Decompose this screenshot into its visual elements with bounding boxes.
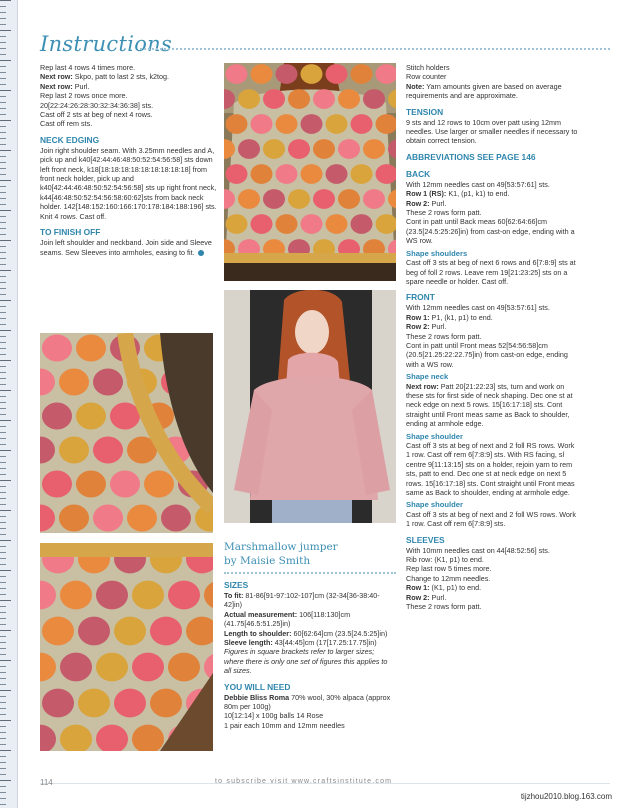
knit-dot [76,471,106,498]
sizes-note: Figures in square brackets refer to larger sizes; where there is only one set of figures this applies to all sizes. [224,647,388,676]
knit-dot [251,114,273,134]
knit-dot [301,214,323,234]
length-to-shoulder: Length to shoulder: 60[62:64]cm (23.5[24.5:25]in) [224,628,388,638]
model-back-photo [224,63,396,281]
knit-dot [351,64,373,84]
front-continue: Cont in patt until Front meas 52[54:56:58]cm (20.5[21.25:22:22.75]in) from cast-on edge, ending with a WS row. [406,340,568,369]
title-divider [140,48,610,50]
neck-edging-text: Join right shoulder seam. With 3.25mm needles and A, pick up and k40[42:44:46:48:50:52:54:56:58] sts down left front neck, k18[18:18:18:18:18:18:18:18:18] from front neck holder, pick up and k40[42:44:46:48:50:52:54:56:58] sts up right front neck, k44[46:48:50:52:54:56:58:60:62]sts from back neck holder. 142[148:152:160:166:170:178:184:188:196] sts. Knit 4 rows. Cast off. [40,145,217,221]
knit-dot [276,64,298,84]
shape-neck-heading: Shape neck [406,372,449,382]
back-pattern-note: These 2 rows form patt. [406,208,482,218]
pattern-title [224,540,338,568]
knit-dot [326,214,348,234]
knit-dot [276,114,298,134]
knit-dot [338,89,360,109]
knit-dot [338,139,360,159]
knit-dot [263,139,285,159]
sleeves-cast-on: With 10mm needles cast on 44[48:52:56] sts. [406,545,550,555]
finish-text: Join left shoulder and neckband. Join side and Sleeve seams. Sew Sleeves into armholes, easing to fit. [40,238,212,257]
knit-dot [96,653,128,682]
subscribe-footer: to subscribe visit www.craftsinstitute.com [215,778,393,785]
knit-dot [78,617,110,646]
knit-dot [110,471,140,498]
back-row-1: Row 1 (RS): K1, (p1, k1) to end. [406,189,510,199]
knit-dot [338,189,360,209]
knit-dot [42,617,74,646]
knit-dot [351,164,373,184]
knit-dot [276,164,298,184]
back-row-2: Row 2: Purl. [406,198,447,208]
middle-column [224,574,394,730]
knit-dot [76,335,106,362]
sleeves-row-2: Row 2: Purl. [406,592,447,602]
knit-dot [288,189,310,209]
knit-dot [276,214,298,234]
knit-dot [363,89,385,109]
knit-dot [59,437,89,464]
knit-dot [238,189,260,209]
knit-dot [238,89,260,109]
knit-dot [42,335,72,362]
right-column [406,63,578,612]
left-intro-line: Next row: Skpo, patt to last 2 sts, k2tog. [40,72,170,82]
knit-dot [76,403,106,430]
knit-dot [114,617,146,646]
back-shape-heading: Shape shoulders [406,248,468,258]
knit-dot [161,505,191,532]
left-column [40,63,218,257]
sleeves-repeat: Rep last row 5 times more. [406,564,492,574]
back-cast-on: With 12mm needles cast on 49[53:57:61] sts. [406,179,550,189]
yarn-balls: 10[12:14] x 100g balls 14 Rose [224,711,324,721]
shape-shoulder-heading-1: Shape shoulder [406,431,463,441]
page-number: 114 [40,778,53,787]
knit-dot [263,89,285,109]
knit-dot [42,403,72,430]
knit-dot [251,64,273,84]
knit-dot [96,581,128,610]
knit-dot [144,471,174,498]
knit-dot [238,139,260,159]
knit-dot [150,689,182,718]
page-edge-ruler [0,0,18,808]
knit-dot [93,437,123,464]
knit-dot [226,164,248,184]
actual-measurement: Actual measurement: 106[118:130]cm (41.75[46.5:51.25]in) [224,609,351,629]
front-row-2: Row 2: Purl. [406,322,447,332]
pattern-title-line-2: by Maisie Smith [224,555,311,567]
sweater-closeup-photo-1 [40,333,213,533]
knit-dot [42,471,72,498]
knit-dot [93,369,123,396]
model-front-photo [224,290,396,523]
knit-dot [168,653,200,682]
left-intro-line: Rep last 4 rows 4 times more. [40,63,136,72]
to-fit: To fit: 81-86[91-97:102-107]cm (32-34[36-38:40-42]in) [224,591,380,610]
you-will-need-heading: YOU WILL NEED [224,681,291,692]
knit-dot [60,581,92,610]
left-intro-line: 20[22:24:26:28:30:32:34:36:38] sts. [40,100,154,110]
knit-dot [301,164,323,184]
front-pattern-note: These 2 rows form patt. [406,331,482,341]
knit-dot [288,89,310,109]
knit-dot [363,189,385,209]
yarn-info: Debbie Bliss Roma 70% wool, 30% alpaca (approx 80m per 100g) [224,692,391,712]
left-intro-lines [40,63,218,129]
knit-dot [150,617,182,646]
knit-dot [301,64,323,84]
sizes-heading: SIZES [224,580,249,590]
knit-dot [93,505,123,532]
sleeves-change-needles: Change to 12mm needles. [406,573,491,583]
front-heading: FRONT [406,292,435,303]
knit-dot [351,214,373,234]
left-intro-line: Cast off 2 sts at beg of next 4 rows. [40,110,153,120]
tension-heading: TENSION [406,106,444,117]
knit-dot [313,139,335,159]
sleeves-rib-row: Rib row: (K1, p1) to end. [406,555,484,565]
sleeves-heading: SLEEVES [406,534,445,545]
knit-dot [326,64,348,84]
abbreviations-heading: ABBREVIATIONS SEE PAGE 146 [406,151,536,162]
tension-text: 9 sts and 12 rows to 10cm over patt using 12mm needles. Use larger or smaller needles if necessary to obtain correct tension. [406,117,578,146]
front-row-1: Row 1: P1, (k1, p1) to end. [406,312,493,322]
intro-line-2: Row counter [406,72,447,82]
knit-dot [59,369,89,396]
pattern-title-line-1: Marshmallow jumper [224,541,338,553]
yarn-note: Note: Yarn amounts given are based on average requirements and are approximate. [406,81,562,101]
finish-heading: TO FINISH OFF [40,227,101,238]
end-dot-icon [198,250,204,256]
sleeves-row-1: Row 1: (K1, p1) to end. [406,583,482,593]
needles: 1 pair each 10mm and 12mm needles [224,720,345,730]
knit-dot [301,114,323,134]
back-shape-text: Cast off 3 sts at beg of next 6 rows and 6[7:8:9] sts at beg of foll 2 rows. Leave rem 19[21:23:25] sts on a spare needle or holder. Cast off. [406,258,576,286]
knit-dot [114,689,146,718]
knit-dot [226,114,248,134]
left-intro-line: Rep last 2 rows once more. [40,91,128,101]
knit-dot [251,164,273,184]
shape-shoulder-heading-2: Shape shoulder [406,500,463,510]
knit-dot [168,581,200,610]
intro-line-1: Stitch holders [406,63,450,72]
front-cast-on: With 12mm needles cast on 49[53:57:61] sts. [406,303,550,313]
back-continue: Cont in patt until Back meas 60[62:64:66]cm (23.5[24.5:25:26]in) from cast-on edge, ending with a WS row. [406,217,575,246]
knit-dot [326,164,348,184]
blog-watermark: tijzhou2010.blog.163.com [520,792,612,801]
sweater-closeup-photo-2 [40,543,213,751]
shape-neck-text: Next row: Patt 20[21:22:23] sts, turn and work on these sts for first side of neck shaping. Dec one st at neck edge on next 5 rows. 15[16:17:18] sts. Cont straight until Front meas same as Back to shoulder, ending at armhole edge. [406,381,573,429]
knit-dot [42,689,74,718]
back-heading: BACK [406,168,431,179]
knit-dot [78,689,110,718]
knit-dot [60,653,92,682]
knit-dot [132,653,164,682]
knit-dot [251,214,273,234]
knit-dot [326,114,348,134]
knit-dot [226,214,248,234]
left-intro-line: Cast off rem sts. [40,119,93,129]
sleeve-length: Sleeve length: 43[44:45]cm (17[17.25:17.75]in) [224,638,377,648]
knit-dot [363,139,385,159]
page-title: Instructions [40,32,173,56]
knit-dot [351,114,373,134]
knit-dot [59,505,89,532]
shape-shoulder-text-2: Cast off 3 sts at beg of next and 2 foll WS rows. Work 1 row. Cast off rem 6[7:8:9] sts. [406,509,576,529]
knit-dot [132,581,164,610]
knit-dot [226,64,248,84]
neck-edging-heading: NECK EDGING [40,134,100,145]
sleeves-pattern-note: These 2 rows form patt. [406,602,482,612]
knit-dot [263,189,285,209]
shape-shoulder-text-1: Cast off 3 sts at beg of next and 2 foll RS rows. Work 1 row. Cast off rem 6[7:8:9] sts. With RS facing, sl centre 9[11:13:15] sts on a holder, rejoin yarn to rem sts, patt to end. Dec one st at neck edge on next 5 rows. 15[16:17:18] sts. Cont straight until Front meas same as Back to shoulder, ending at armhole edge. [406,441,575,498]
left-intro-line: Next row: Purl. [40,81,90,91]
knit-dot [313,89,335,109]
knit-dot [313,189,335,209]
knit-dot [288,139,310,159]
knit-dot [127,505,157,532]
